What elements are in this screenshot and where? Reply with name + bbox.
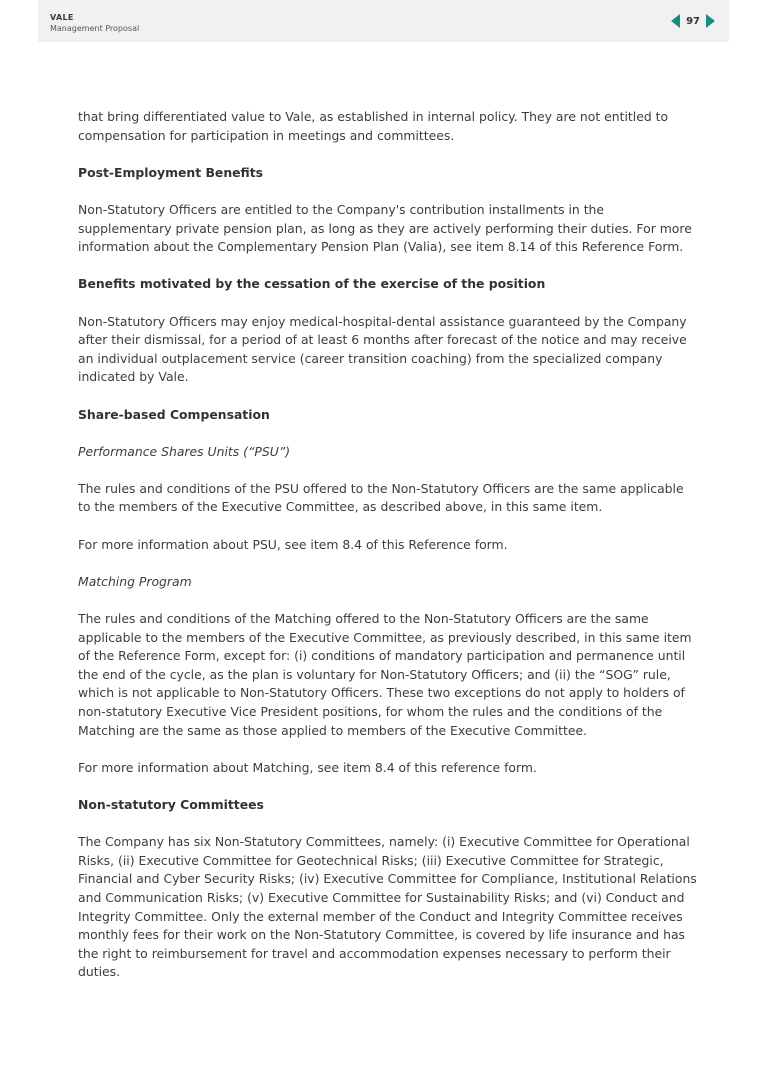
page-header [38, 0, 729, 42]
section-heading: Post-Employment Benefits [78, 164, 264, 180]
paragraph: Non-Statutory Officers may enjoy medical-hospital-dental assistance guaranteed by the Company after their dismissal, for a period of at least 6 months after forecast of the notice and may receive an individual outplacement service (career transition coaching) from the specialized company indicated by Vale. [78, 313, 687, 385]
paragraph: For more information about Matching, see item 8.4 of this reference form. [78, 759, 537, 775]
section-heading: Non-statutory Committees [78, 796, 264, 812]
triangle-left-icon[interactable] [671, 14, 680, 28]
document-subtitle: Management Proposal [50, 24, 140, 33]
section-heading: Benefits motivated by the cessation of the exercise of the position [78, 276, 546, 292]
subsection-heading: Matching Program [78, 573, 192, 589]
paragraph: Non-Statutory Officers are entitled to the Company's contribution installments in the supplementary private pension plan, as long as they are actively performing their duties. For more information about the Complementary Pension Plan (Valia), see item 8.14 of this Reference Form. [78, 201, 692, 255]
brand-name: VALE [50, 13, 74, 22]
document-body [78, 108, 698, 982]
triangle-right-icon[interactable] [706, 14, 715, 28]
paragraph: For more information about PSU, see item 8.4 of this Reference form. [78, 536, 508, 552]
paragraph: The rules and conditions of the PSU offered to the Non-Statutory Officers are the same applicable to the members of the Executive Committee, as described above, in this same item. [78, 480, 684, 515]
brand-block [50, 12, 139, 34]
section-heading: Share-based Compensation [78, 406, 270, 422]
subsection-heading: Performance Shares Units (“PSU”) [78, 443, 291, 459]
page-navigation [671, 14, 715, 28]
paragraph: that bring differentiated value to Vale, as established in internal policy. They are not entitled to compensation for participation in meetings and committees. [78, 109, 669, 143]
paragraph: The Company has six Non-Statutory Committees, namely: (i) Executive Committee for Operational Risks, (ii) Executive Committee for Geotechnical Risks; (iii) Executive Committee for Strategic, Financial and Cyber Security Risks; (iv) Executive Committee for Compliance, Institutional Relations and Communication Risks; (v) Executive Committee for Sustainability Risks; and (vi) Conduct and Integrity Committee. Only the external member of the Conduct and Integrity Committee receives monthly fees for their work on the Non-Statutory Committee, is covered by life insurance and has the right to reimbursement for travel and accommodation expenses necessary to perform their duties. [78, 834, 697, 980]
paragraph: The rules and conditions of the Matching offered to the Non-Statutory Officers are the same applicable to the members of the Executive Committee, as previously described, in this same item of the Reference Form, except for: (i) conditions of mandatory participation and permanence until the end of the cycle, as the plan is voluntary for Non-Statutory Officers; and (ii) the “SOG” rule, which is not applicable to Non-Statutory Officers. These two exceptions do not apply to holders of non-statutory Executive Vice President positions, for whom the rules and the conditions of the Matching are the same as those applied to members of the Executive Committee. [78, 611, 692, 738]
page-number: 97 [686, 15, 700, 27]
